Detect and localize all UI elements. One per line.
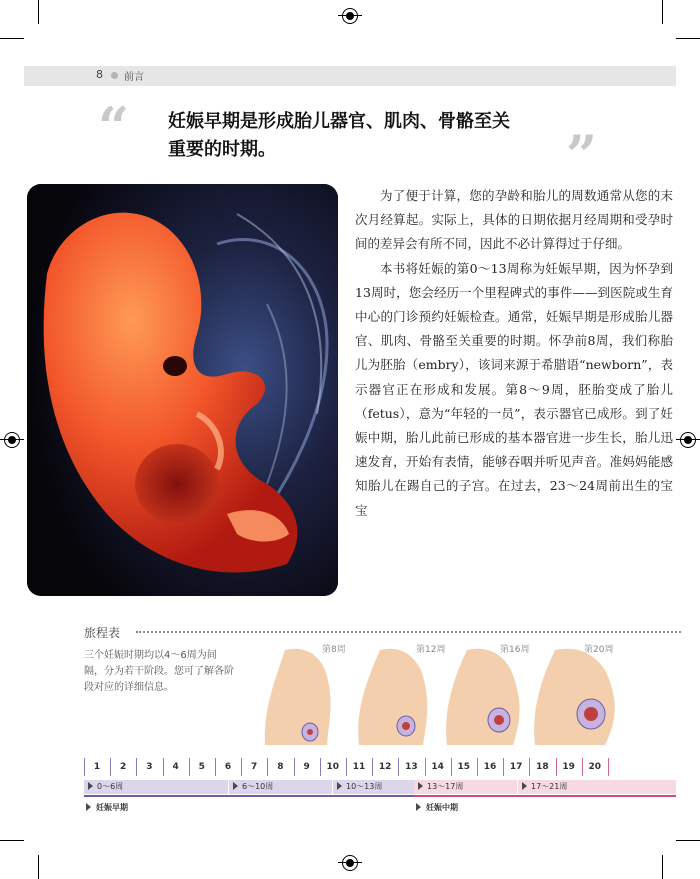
pull-quote-line: 重要的时期。: [168, 139, 276, 160]
arrow-icon: [233, 782, 238, 790]
week-number: 7: [251, 762, 258, 772]
registration-mark: [680, 432, 696, 448]
band-separator: [228, 780, 229, 794]
pull-quote-line: 妊娠早期是形成胎儿器官、肌肉、骨骼至关: [168, 111, 510, 132]
stage-label: 第8周: [322, 645, 346, 655]
open-quote-icon: “: [98, 95, 130, 159]
week-number: 9: [303, 762, 310, 772]
week-number: 4: [172, 762, 179, 772]
phase-band: 6～10周: [229, 780, 273, 794]
week-number: 5: [198, 762, 205, 772]
timeline-description: 三个妊娠时期均以4～6周为间隔，分为若干阶段。您可了解各阶段对应的详细信息。: [84, 650, 234, 693]
band-separator: [517, 780, 518, 794]
week-number: 11: [352, 762, 366, 772]
week-number: 12: [378, 762, 392, 772]
registration-mark: [342, 855, 358, 871]
phase-band: 0～6周: [84, 780, 123, 794]
section-title: 前言: [124, 72, 144, 83]
embryo-photo: [27, 184, 338, 596]
crop-mark: [676, 840, 700, 841]
arrow-icon: [416, 803, 421, 811]
embryo-illustration: [27, 184, 338, 596]
mid-trimester-line: [414, 795, 676, 797]
figure-week-12: [358, 649, 427, 745]
week-number: 14: [431, 762, 444, 772]
week-number: 18: [536, 762, 549, 772]
week-number: 20: [588, 762, 602, 772]
phase-band: 10～13周: [333, 780, 382, 794]
week-number: 8: [277, 762, 284, 772]
week-number: 15: [457, 762, 471, 772]
figure-week-20: [534, 649, 615, 745]
stage-label: 第20周: [584, 645, 614, 655]
week-number: 3: [146, 762, 153, 772]
arrow-icon: [337, 782, 342, 790]
paragraph: 为了便于计算，您的孕龄和胎儿的周数通常从您的末次月经算起。实际上，具体的日期依据月经周期和受孕时间的差异会有所不同，因此不必计算得过于仔细。: [355, 188, 673, 252]
pregnancy-stage-figures: [255, 640, 635, 752]
arrow-icon: [86, 803, 91, 811]
crop-mark: [662, 0, 663, 24]
trimester-label: 妊娠早期: [86, 802, 128, 813]
crop-mark: [38, 0, 39, 24]
week-number: 19: [562, 762, 575, 772]
early-trimester-line: [84, 795, 414, 797]
body-text: [355, 184, 673, 523]
arrow-icon: [418, 782, 423, 790]
pull-quote: [168, 108, 548, 164]
crop-mark: [662, 855, 663, 879]
phase-band: 17～21周: [518, 780, 567, 794]
figure-week-16: [446, 649, 519, 745]
band-separator: [332, 780, 333, 794]
dotted-divider: [136, 631, 681, 633]
registration-mark: [4, 432, 20, 448]
arrow-icon: [522, 782, 527, 790]
week-number: 16: [483, 762, 497, 772]
week-number: 1: [93, 762, 101, 772]
stage-label: 第16周: [500, 645, 530, 655]
close-quote-icon: ”: [566, 123, 598, 187]
crop-mark: [38, 855, 39, 879]
running-header-bar: [24, 66, 676, 86]
week-number: 13: [405, 762, 418, 772]
paragraph: 本书将妊娠的第0～13周称为妊娠早期，因为怀孕到13周时，您会经历一个里程碑式的事件——到医院或生育中心的门诊预约妊娠检查。通常，妊娠早期是形成胎儿器官、肌肉、骨骼至关重要的时期。怀孕前8周，我们称胎儿为胚胎（embry），该词来源于希腊语“newborn”，表示器官正在形成和发展。第8～9周，胚胎变成了胎儿（fetus），意为“年轻的一员”，表示器官已成形。到了妊娠中期，胎儿此前已形成的基本器官进一步生长，胎儿迅速发育，开始有表情，能够吞咽并听见声音。准妈妈能感知胎儿在踢自己的子宫。在过去，23～24周前出生的宝宝: [355, 260, 673, 518]
crop-mark: [676, 38, 700, 39]
arrow-icon: [88, 782, 93, 790]
week-number: 10: [326, 762, 340, 772]
week-number: 6: [224, 762, 232, 772]
figure-week-8: [265, 649, 331, 745]
week-scale: [84, 758, 612, 776]
week-tick: [608, 758, 609, 776]
trimester-label: 妊娠中期: [416, 802, 458, 813]
week-number: 2: [120, 762, 127, 772]
phase-band: 13～17周: [414, 780, 463, 794]
header-dot-icon: [111, 72, 118, 79]
crop-mark: [0, 38, 24, 39]
crop-mark: [0, 840, 24, 841]
registration-mark: [342, 8, 358, 24]
page-number: 8: [96, 68, 103, 81]
timeline-title: 旅程表: [84, 626, 121, 640]
stage-label: 第12周: [416, 645, 446, 655]
week-number: 17: [509, 762, 523, 772]
